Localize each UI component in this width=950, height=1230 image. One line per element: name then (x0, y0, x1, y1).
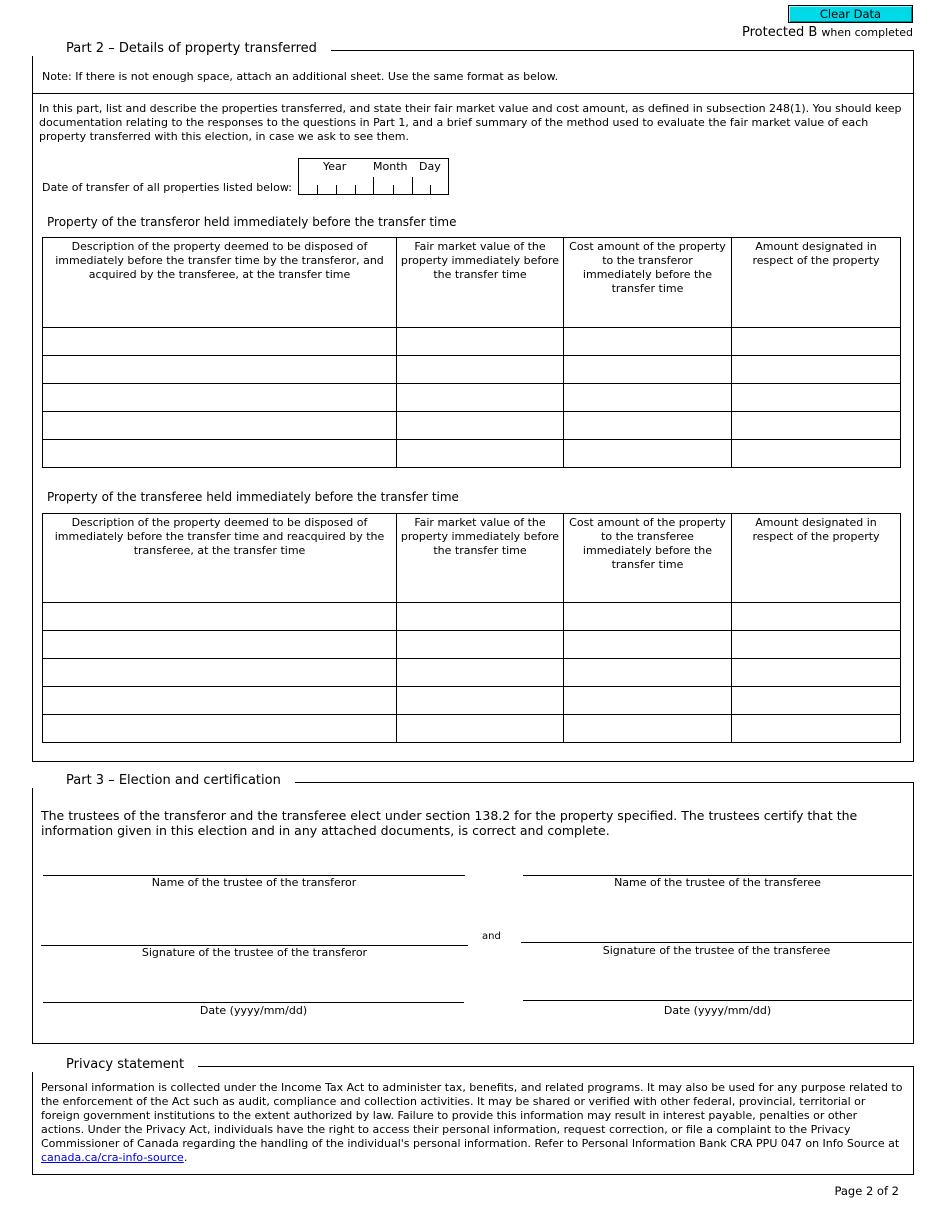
part2-note-divider (32, 93, 914, 94)
amount-cell[interactable] (732, 356, 901, 384)
cost-cell[interactable] (564, 356, 732, 384)
fmv-cell[interactable] (397, 440, 564, 468)
cost-cell[interactable] (564, 603, 732, 631)
part2-intro: In this part, list and describe the properties transferred, and state their fair market value and cost amount, as defined in subsection 248(1). You should keep documentation relating to the responses to the questions in Part 1, and a brief summary of the method used to evaluate the fair market value of each property transferred with this election, in case we ask to see them. (39, 102, 902, 143)
info-source-link[interactable]: canada.ca/cra-info-source (41, 1151, 184, 1164)
description-cell[interactable] (43, 603, 397, 631)
col-fair-market-value: Fair market value of the property immediately before the transfer time (397, 238, 564, 328)
cost-cell[interactable] (564, 328, 732, 356)
amount-cell[interactable] (732, 412, 901, 440)
protected-sub: when completed (821, 26, 913, 39)
description-cell[interactable] (43, 659, 397, 687)
amount-cell[interactable] (732, 384, 901, 412)
description-cell[interactable] (43, 328, 397, 356)
date-separator (412, 177, 413, 195)
part2-note: Note: If there is not enough space, attach an additional sheet. Use the same format as below. (42, 70, 559, 83)
col-description: Description of the property deemed to be disposed of immediately before the transfer time by the transferor, and acquired by the transferee, at the transfer time (43, 238, 397, 328)
amount-cell[interactable] (732, 440, 901, 468)
protected-main: Protected B (742, 25, 818, 40)
privacy-text (41, 1081, 903, 1165)
col-fair-market-value: Fair market value of the property immediately before the transfer time (397, 514, 564, 603)
transfer-date-label: Date of transfer of all properties listed below: (42, 181, 292, 194)
cost-cell[interactable] (564, 687, 732, 715)
description-cell[interactable] (43, 356, 397, 384)
table-row (43, 440, 901, 468)
col-description: Description of the property deemed to be disposed of immediately before the transfer time and reacquired by the transferee, at the transfer time (43, 514, 397, 603)
part3-title: Part 3 – Election and certification (32, 773, 295, 788)
name-transferor-label: Name of the trustee of the transferor (151, 876, 357, 889)
fmv-cell[interactable] (397, 715, 564, 743)
amount-cell[interactable] (732, 659, 901, 687)
transferor-property-table (42, 237, 901, 468)
table-row (43, 659, 901, 687)
table-row (43, 328, 901, 356)
description-cell[interactable] (43, 687, 397, 715)
privacy-link-suffix: . (183, 1151, 188, 1164)
amount-cell[interactable] (732, 715, 901, 743)
description-cell[interactable] (43, 412, 397, 440)
date-transferee-label: Date (yyyy/mm/dd) (663, 1004, 772, 1017)
table-row (43, 631, 901, 659)
date-year-label: Year (323, 160, 347, 173)
fmv-cell[interactable] (397, 328, 564, 356)
cost-cell[interactable] (564, 659, 732, 687)
fmv-cell[interactable] (397, 356, 564, 384)
and-label: and (482, 931, 501, 942)
fmv-cell[interactable] (397, 603, 564, 631)
page-number: Page 2 of 2 (834, 1184, 899, 1198)
transferee-table-heading: Property of the transferee held immediately before the transfer time (47, 490, 459, 504)
col-amount-designated: Amount designated in respect of the property (732, 238, 901, 328)
cost-cell[interactable] (564, 440, 732, 468)
table-row (43, 603, 901, 631)
table-row (43, 356, 901, 384)
date-transferor-label: Date (yyyy/mm/dd) (199, 1004, 308, 1017)
date-tick (430, 185, 431, 195)
privacy-body: Personal information is collected under the Income Tax Act to administer tax, benefits, and related programs. It may also be used for any purpose related to the enforcement of the Act such as audit, compliance and collection activities. It may be shared or verified with other federal, provincial, territorial or foreign government institutions to the extent authorized by law. Failure to provide this information may result in interest payable, penalties or other actions. Under the Privacy Act, individuals have the right to access their personal information, request correction, or file a complaint to the Privacy Commissioner of Canada regarding the handling of the individual's personal information. Refer to Personal Information Bank CRA PPU 047 on Info Source at (41, 1081, 903, 1150)
amount-cell[interactable] (732, 328, 901, 356)
date-day-label: Day (419, 160, 441, 173)
fmv-cell[interactable] (397, 384, 564, 412)
transferee-property-table (42, 513, 901, 743)
amount-cell[interactable] (732, 687, 901, 715)
fmv-cell[interactable] (397, 412, 564, 440)
cost-cell[interactable] (564, 412, 732, 440)
transfer-date-field[interactable] (298, 158, 449, 195)
cost-cell[interactable] (564, 631, 732, 659)
col-cost-amount: Cost amount of the property to the transferor immediately before the transfer time (564, 238, 732, 328)
fmv-cell[interactable] (397, 687, 564, 715)
transferor-table-heading: Property of the transferor held immediately before the transfer time (47, 215, 457, 229)
part2-title: Part 2 – Details of property transferred (32, 41, 331, 56)
description-cell[interactable] (43, 384, 397, 412)
name-transferee-label: Name of the trustee of the transferee (614, 876, 821, 889)
fmv-cell[interactable] (397, 659, 564, 687)
date-tick (336, 185, 337, 195)
description-cell[interactable] (43, 440, 397, 468)
clear-data-button[interactable]: Clear Data (788, 5, 913, 23)
table-row (43, 412, 901, 440)
part3-certification-text: The trustees of the transferor and the transferee elect under section 138.2 for the property specified. The trustees certify that the information given in this election and in any attached documents, is correct and complete. (41, 808, 858, 838)
signature-transferee-line[interactable] (521, 942, 912, 943)
amount-cell[interactable] (732, 603, 901, 631)
date-transferee-line[interactable] (523, 1000, 912, 1001)
amount-cell[interactable] (732, 631, 901, 659)
date-tick (317, 185, 318, 195)
description-cell[interactable] (43, 715, 397, 743)
table-row (43, 687, 901, 715)
description-cell[interactable] (43, 631, 397, 659)
table-row (43, 715, 901, 743)
signature-transferee-label: Signature of the trustee of the transferee (602, 944, 831, 957)
col-cost-amount: Cost amount of the property to the transferee immediately before the transfer time (564, 514, 732, 603)
date-month-label: Month (373, 160, 408, 173)
table-row (43, 384, 901, 412)
signature-transferor-label: Signature of the trustee of the transferor (141, 946, 368, 959)
col-amount-designated: Amount designated in respect of the property (732, 514, 901, 603)
fmv-cell[interactable] (397, 631, 564, 659)
date-transferor-line[interactable] (43, 1002, 464, 1003)
cost-cell[interactable] (564, 715, 732, 743)
date-separator (373, 177, 374, 195)
cost-cell[interactable] (564, 384, 732, 412)
privacy-title: Privacy statement (32, 1057, 198, 1072)
date-tick (393, 185, 394, 195)
protected-b-label (742, 25, 913, 40)
date-tick (355, 185, 356, 195)
